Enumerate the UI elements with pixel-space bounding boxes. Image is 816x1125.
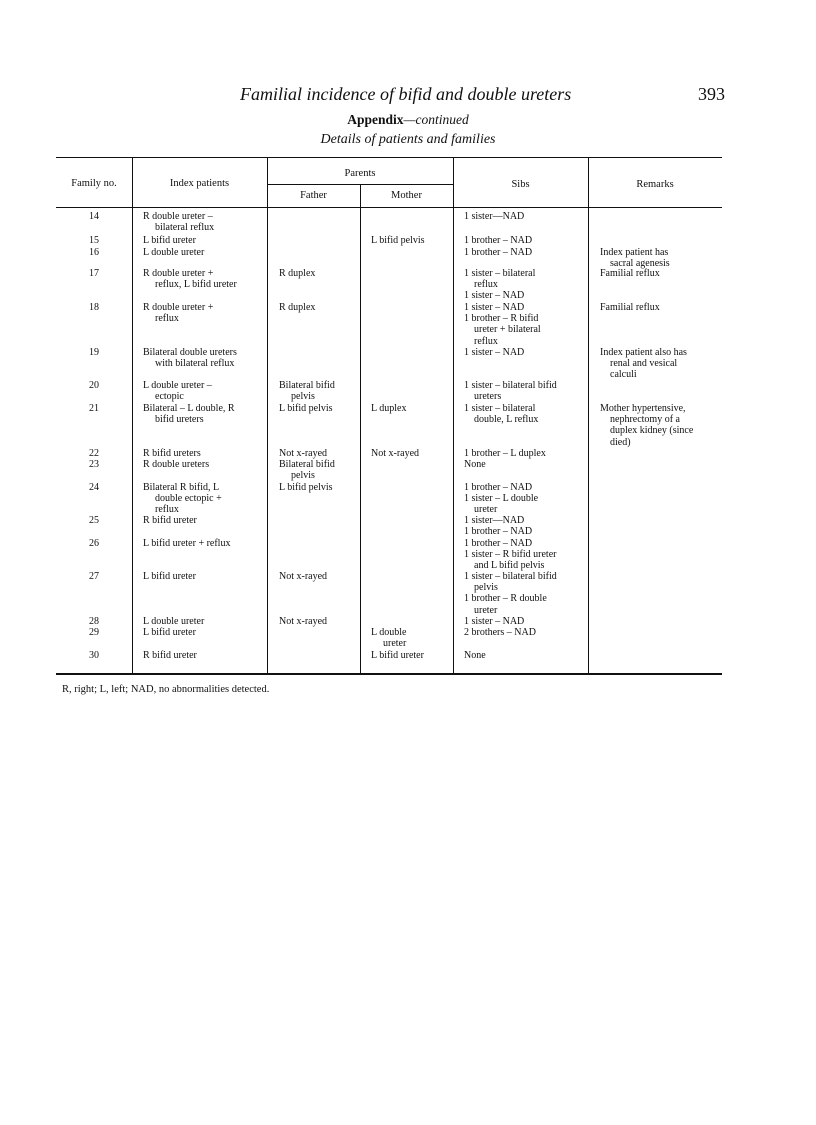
sibs-line: 1 brother – NAD — [464, 482, 533, 493]
sibs-line: 1 sister – NAD — [464, 290, 525, 302]
cell-mother — [371, 650, 451, 661]
cell-father — [279, 380, 359, 402]
table-top-rule — [56, 157, 722, 158]
cell-father — [279, 448, 359, 459]
index-line: R bifid ureters — [143, 448, 201, 459]
cell-sibs — [464, 403, 586, 425]
running-title: Familial incidence of bifid and double ureters — [240, 84, 572, 104]
remarks-line: Index patient also has — [600, 347, 687, 358]
cell-sibs — [464, 650, 586, 661]
cell-family: 22 — [89, 448, 99, 459]
table-caption: Details of patients and families — [320, 132, 496, 147]
index-line: L bifid ureter — [143, 627, 196, 638]
appendix-continued: —continued — [403, 112, 469, 127]
remarks-line: sacral agenesis — [610, 258, 670, 270]
cell-index — [143, 380, 265, 402]
cell-index — [143, 235, 265, 246]
cell-sibs — [464, 482, 586, 516]
cell-index — [143, 211, 265, 233]
cell-family: 25 — [89, 515, 99, 526]
sibs-line: 1 brother – NAD — [464, 538, 533, 549]
index-line: ectopic — [155, 391, 184, 403]
cell-father — [279, 482, 359, 493]
cell-sibs — [464, 247, 586, 258]
cell-father — [279, 403, 359, 414]
cell-sibs — [464, 211, 586, 222]
sibs-line: 1 sister – L double — [464, 493, 539, 505]
father-line: R duplex — [279, 268, 316, 279]
cell-mother — [371, 403, 451, 414]
cell-family: 26 — [89, 538, 99, 549]
remarks-line: duplex kidney (since — [610, 425, 694, 437]
cell-index — [143, 571, 265, 582]
index-line: L bifid ureter — [143, 571, 196, 582]
cell-sibs — [464, 459, 586, 470]
mother-line: Not x-rayed — [371, 448, 420, 459]
sibs-line: 1 sister – bilateral — [464, 268, 536, 279]
cell-index — [143, 482, 265, 516]
index-line: with bilateral reflux — [155, 358, 235, 370]
cell-index — [143, 627, 265, 638]
cell-family: 19 — [89, 347, 99, 358]
header-remarks: Remarks — [636, 179, 674, 190]
cell-family: 16 — [89, 247, 99, 258]
cell-sibs — [464, 571, 586, 616]
cell-sibs — [464, 616, 586, 627]
cell-sibs — [464, 380, 586, 402]
sibs-line: 1 brother – NAD — [464, 247, 533, 258]
index-line: L double ureter — [143, 247, 205, 258]
sibs-line: reflux — [474, 279, 498, 291]
cell-father — [279, 459, 359, 481]
remarks-line: calculi — [610, 369, 637, 381]
cell-sibs — [464, 515, 586, 537]
father-line: Not x-rayed — [279, 616, 328, 627]
sibs-line: ureter — [474, 604, 498, 616]
cell-family: 14 — [89, 211, 99, 222]
sibs-line: 1 sister – NAD — [464, 302, 525, 313]
cell-index — [143, 459, 265, 470]
cell-family: 28 — [89, 616, 99, 627]
page-number: 393 — [698, 84, 725, 104]
sibs-line: 1 brother – NAD — [464, 526, 533, 538]
index-line: R double ureter – — [143, 211, 213, 222]
cell-index — [143, 302, 265, 324]
index-line: reflux — [155, 313, 179, 325]
father-line: Not x-rayed — [279, 571, 328, 582]
father-line: Bilateral bifid — [279, 380, 335, 391]
index-line: L double ureter – — [143, 380, 212, 391]
cell-family: 24 — [89, 482, 99, 493]
cell-remarks — [600, 302, 720, 313]
cell-sibs — [464, 448, 586, 459]
appendix-heading — [0, 112, 816, 128]
father-line: Bilateral bifid — [279, 459, 335, 470]
index-line: L bifid ureter — [143, 235, 196, 246]
mother-line: L double — [371, 627, 407, 638]
father-line: Not x-rayed — [279, 448, 328, 459]
index-line: bilateral reflux — [155, 222, 215, 234]
sibs-line: ureters — [474, 391, 502, 403]
cell-family: 21 — [89, 403, 99, 414]
sibs-line: reflux — [474, 335, 498, 347]
cell-index — [143, 268, 265, 290]
cell-father — [279, 268, 359, 279]
cell-sibs — [464, 235, 586, 246]
sibs-line: 2 brothers – NAD — [464, 627, 536, 638]
mother-line: ureter — [383, 638, 407, 650]
index-line: reflux, L bifid ureter — [155, 279, 237, 291]
sibs-line: None — [464, 650, 486, 661]
cell-index — [143, 448, 265, 459]
sibs-line: 1 brother – NAD — [464, 235, 533, 246]
cell-index — [143, 247, 265, 258]
cell-family: 17 — [89, 268, 99, 279]
cell-remarks — [600, 347, 720, 381]
remarks-line: nephrectomy of a — [610, 414, 680, 426]
cell-sibs — [464, 627, 586, 638]
cell-index — [143, 650, 265, 661]
sibs-line: 1 sister – NAD — [464, 347, 525, 358]
appendix-label: Appendix — [347, 112, 404, 127]
cell-family: 15 — [89, 235, 99, 246]
sibs-line: None — [464, 459, 486, 470]
father-line: pelvis — [291, 470, 315, 482]
sibs-line: 1 sister – bilateral bifid — [464, 571, 557, 582]
remarks-line: renal and vesical — [610, 358, 678, 370]
cell-mother — [371, 235, 451, 246]
index-line: Bilateral double ureters — [143, 347, 237, 358]
cell-family: 20 — [89, 380, 99, 391]
index-line: R double ureters — [143, 459, 210, 470]
cell-family: 18 — [89, 302, 99, 313]
cell-family: 23 — [89, 459, 99, 470]
sibs-line: 1 sister—NAD — [464, 211, 525, 222]
cell-index — [143, 515, 265, 526]
sibs-line: ureter + bilateral — [474, 324, 541, 336]
cell-sibs — [464, 268, 586, 302]
cell-father — [279, 302, 359, 313]
table-bottom-rule — [56, 673, 722, 675]
father-line: pelvis — [291, 391, 315, 403]
index-line: R bifid ureter — [143, 515, 197, 526]
father-line: R duplex — [279, 302, 316, 313]
index-line: L bifid ureter + reflux — [143, 538, 231, 549]
sibs-line: ureter — [474, 504, 498, 516]
sibs-line: 1 brother – R bifid — [464, 313, 539, 325]
column-divider — [360, 184, 361, 673]
cell-family: 29 — [89, 627, 99, 638]
father-line: L bifid pelvis — [279, 403, 333, 414]
father-line: L bifid pelvis — [279, 482, 333, 493]
column-divider — [588, 157, 589, 673]
header-index-patients: Index patients — [169, 178, 230, 189]
cell-remarks — [600, 268, 720, 279]
cell-index — [143, 347, 265, 369]
sibs-line: 1 brother – L duplex — [464, 448, 546, 459]
header-parents: Parents — [344, 168, 376, 179]
cell-family: 30 — [89, 650, 99, 661]
index-line: Bilateral R bifid, L — [143, 482, 220, 493]
header-family-no: Family no. — [71, 178, 117, 189]
remarks-line: Mother hypertensive, — [600, 403, 686, 414]
cell-sibs — [464, 302, 586, 347]
remarks-line: died) — [610, 436, 631, 448]
sibs-line: pelvis — [474, 582, 498, 594]
index-line: R double ureter + — [143, 268, 214, 279]
cell-remarks — [600, 247, 720, 269]
cell-father — [279, 616, 359, 627]
sibs-line: 1 sister – NAD — [464, 616, 525, 627]
remarks-line: Familial reflux — [600, 302, 660, 313]
cell-father — [279, 571, 359, 582]
sibs-line: 1 sister—NAD — [464, 515, 525, 526]
sibs-line: 1 sister – bilateral — [464, 403, 536, 414]
header-bottom-rule — [56, 207, 722, 208]
sibs-line: 1 sister – R bifid ureter — [464, 549, 557, 561]
header-mother: Mother — [391, 190, 422, 201]
column-divider — [132, 157, 133, 673]
index-line: bifid ureters — [155, 414, 204, 426]
cell-index — [143, 403, 265, 425]
cell-sibs — [464, 538, 586, 572]
sibs-line: double, L reflux — [474, 414, 539, 426]
cell-index — [143, 616, 265, 627]
column-divider — [453, 157, 454, 673]
remarks-line: Index patient has — [600, 247, 669, 258]
cell-family: 27 — [89, 571, 99, 582]
mother-line: L duplex — [371, 403, 407, 414]
column-divider — [267, 157, 268, 673]
remarks-line: Familial reflux — [600, 268, 660, 279]
sibs-line: and L bifid pelvis — [474, 560, 545, 572]
cell-mother — [371, 627, 451, 649]
cell-sibs — [464, 347, 586, 358]
sibs-line: 1 sister – bilateral bifid — [464, 380, 557, 391]
index-line: double ectopic + — [155, 493, 222, 505]
cell-mother — [371, 448, 451, 459]
cell-index — [143, 538, 265, 549]
header-sibs: Sibs — [511, 179, 530, 190]
index-line: R bifid ureter — [143, 650, 197, 661]
mother-line: L bifid ureter — [371, 650, 424, 661]
index-line: Bilateral – L double, R — [143, 403, 235, 414]
footnote: R, right; L, left; NAD, no abnormalities detected. — [62, 684, 270, 695]
mother-line: L bifid pelvis — [371, 235, 425, 246]
index-line: reflux — [155, 504, 179, 516]
index-line: R double ureter + — [143, 302, 214, 313]
cell-remarks — [600, 403, 720, 448]
index-line: L double ureter — [143, 616, 205, 627]
header-father: Father — [300, 190, 327, 201]
sibs-line: 1 brother – R double — [464, 593, 547, 605]
